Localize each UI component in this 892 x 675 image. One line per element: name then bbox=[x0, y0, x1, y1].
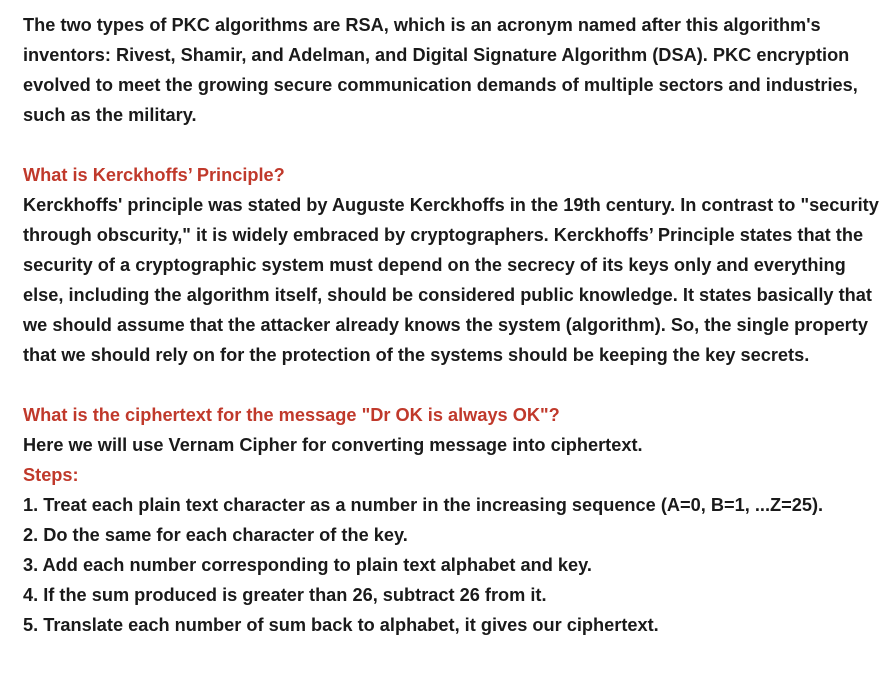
ciphertext-heading: What is the ciphertext for the message "Dr OK is always OK"? bbox=[23, 405, 560, 425]
step-item: 2. Do the same for each character of the key. bbox=[23, 525, 408, 545]
section-gap bbox=[23, 130, 885, 160]
ciphertext-intro: Here we will use Vernam Cipher for converting message into ciphertext. bbox=[23, 435, 643, 455]
section-gap bbox=[23, 370, 885, 400]
step-item: 5. Translate each number of sum back to alphabet, it gives our ciphertext. bbox=[23, 615, 659, 635]
step-item: 1. Treat each plain text character as a number in the increasing sequence (A=0, B=1, ...Z=25). bbox=[23, 495, 824, 515]
steps-label: Steps: bbox=[23, 465, 79, 485]
step-item: 4. If the sum produced is greater than 26, subtract 26 from it. bbox=[23, 585, 547, 605]
step-item: 3. Add each number corresponding to plain text alphabet and key. bbox=[23, 555, 592, 575]
kerckhoffs-heading: What is Kerckhoffs’ Principle? bbox=[23, 165, 285, 185]
kerckhoffs-paragraph: Kerckhoffs' principle was stated by Auguste Kerckhoffs in the 19th century. In contrast to "security through obscurity," it is widely embraced by cryptographers. Kerckhoffs’ Principle states that the security of a cryptographic system must depend on the secrecy of its keys only and everything else, including the algorithm itself, should be considered public knowledge. It states basically that we should assume that the attacker already knows the system (algorithm). So, the single property that we should rely on for the protection of the systems should be keeping the key secrets. bbox=[23, 195, 879, 365]
intro-paragraph: The two types of PKC algorithms are RSA, which is an acronym named after this algorithm's inventors: Rivest, Shamir, and Adelman, and Digital Signature Algorithm (DSA). PKC encryption evolved to meet the growing secure communication demands of multiple sectors and industries, such as the military. bbox=[23, 15, 858, 125]
article-content bbox=[23, 10, 885, 640]
